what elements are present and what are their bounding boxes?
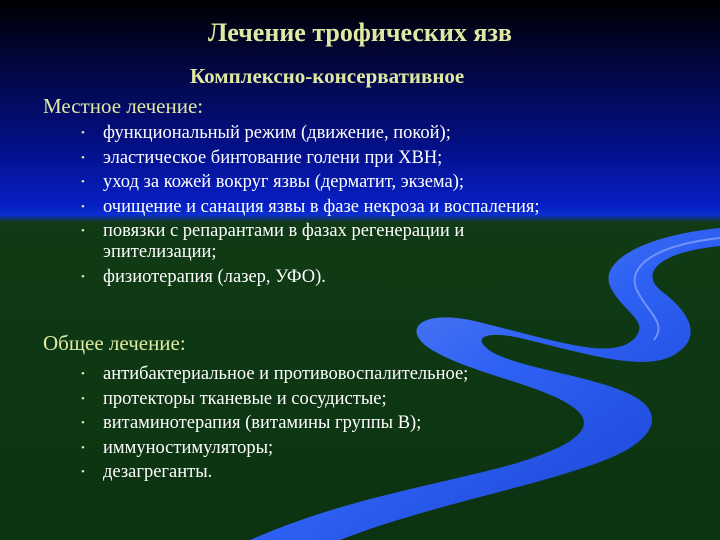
list-item-text: антибактериальное и противовоспалительное;	[103, 364, 469, 384]
bullet: •	[81, 127, 85, 139]
list-item	[78, 123, 553, 144]
list-item-text: повязки с репарантами в фазах регенерации и эпителизации;	[103, 221, 465, 262]
bullet: •	[81, 368, 85, 380]
list-item-text: физиотерапия (лазер, УФО).	[103, 266, 326, 287]
list-item-text: очищение и санация язвы в фазе некроза и воспаления;	[103, 196, 540, 217]
bullet: •	[81, 392, 85, 405]
list-item	[78, 221, 553, 263]
local-treatment-list	[78, 123, 553, 291]
slide-subtitle: Комплексно-консервативное	[190, 64, 465, 88]
bullet: •	[81, 200, 85, 213]
list-item-text: витаминотерапия (витамины группы В);	[103, 413, 422, 433]
list-item	[78, 148, 553, 169]
list-item	[78, 389, 468, 410]
bullet: •	[81, 176, 85, 188]
list-item-text: иммуностимуляторы;	[103, 437, 274, 458]
bullet: •	[81, 466, 85, 478]
list-item	[78, 267, 553, 288]
bullet: •	[81, 270, 85, 283]
bullet: •	[81, 225, 85, 237]
general-treatment-list	[78, 364, 468, 487]
list-item	[78, 364, 468, 385]
list-item-text: функциональный режим (движение, покой);	[103, 123, 451, 143]
bullet: •	[81, 441, 85, 454]
general-treatment-heading: Общее лечение:	[43, 331, 186, 355]
bullet: •	[81, 417, 85, 429]
list-item	[78, 462, 468, 483]
bullet: •	[81, 151, 85, 164]
local-treatment-heading: Местное лечение:	[43, 94, 204, 118]
list-item	[78, 172, 553, 193]
list-item	[78, 438, 468, 459]
slide-title: Лечение трофических язв	[208, 18, 512, 47]
list-item-text: протекторы тканевые и сосудистые;	[103, 388, 387, 409]
list-item-text: уход за кожей вокруг язвы (дерматит, экзема);	[103, 172, 465, 192]
list-item	[78, 413, 468, 434]
list-item-text: дезагреганты.	[103, 462, 213, 482]
list-item-text: эластическое бинтование голени при ХВН;	[103, 147, 443, 168]
list-item	[78, 197, 553, 218]
